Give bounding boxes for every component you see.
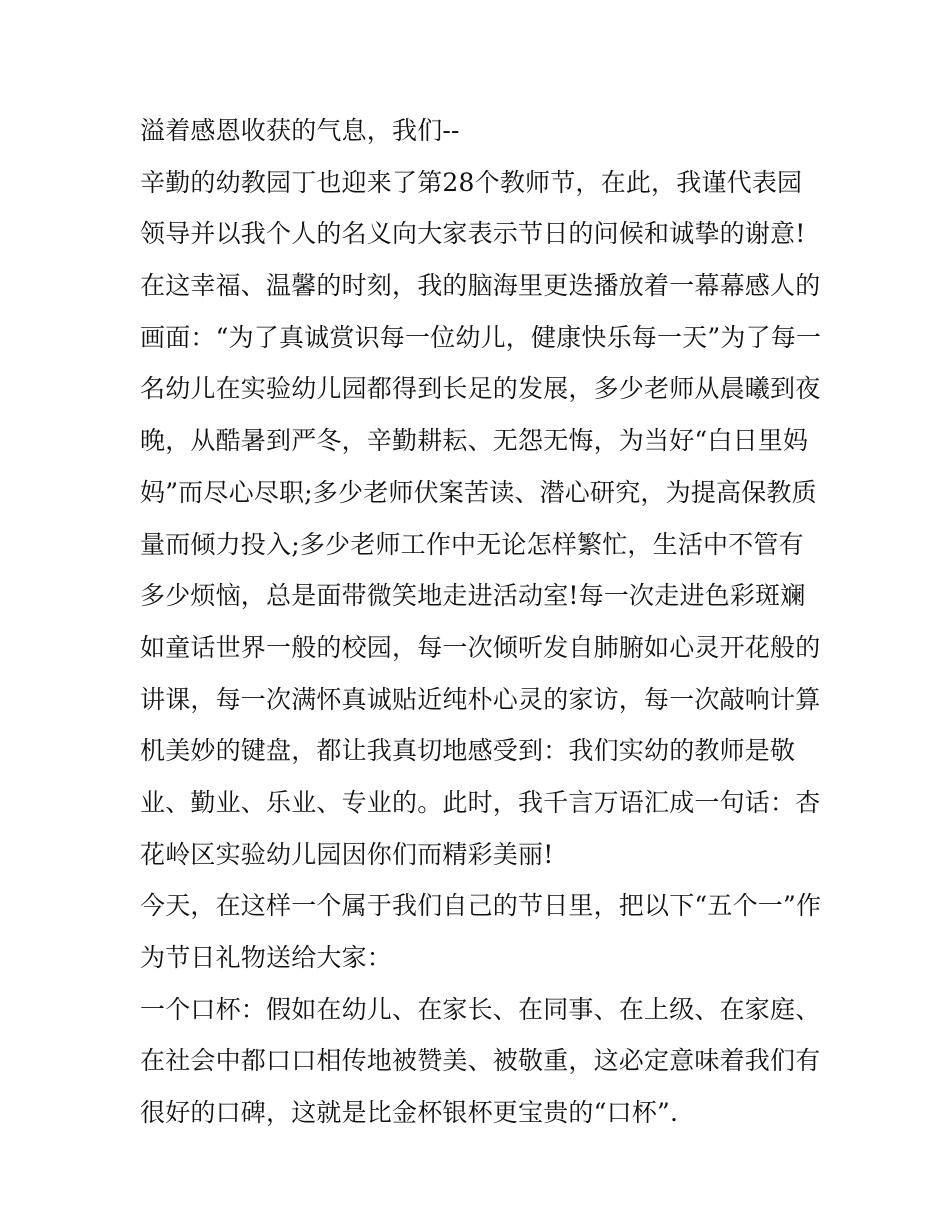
text-line: 如童话世界一般的校园，每一次倾听发自肺腑如心灵开花般的 <box>140 632 821 662</box>
text-line: 妈”而尽心尽职;多少老师伏案苦读、潜心研究，为提高保教质 <box>140 477 817 507</box>
text-line: 为节日礼物送给大家： <box>140 943 393 972</box>
text-line: 业、勤业、乐业、专业的。此时，我千言万语汇成一句话：杏 <box>140 787 821 817</box>
document-body <box>140 105 820 1139</box>
text-line: 一个口杯：假如在幼儿、在家长、在同事、在上级、在家庭、 <box>140 994 821 1024</box>
text-line: 今天，在这样一个属于我们自己的节日里，把以下“五个一”作 <box>140 891 822 921</box>
text-line: 很好的口碑，这就是比金杯银杯更宝贵的“口杯”. <box>140 1098 679 1128</box>
text-line: 领导并以我个人的名义向大家表示节日的问候和诚挚的谢意! <box>140 219 806 249</box>
text-line: 讲课，每一次满怀真诚贴近纯朴心灵的家访，每一次敲响计算 <box>140 684 821 714</box>
text-line: 在这幸福、温馨的时刻，我的脑海里更迭播放着一幕幕感人的 <box>140 271 821 301</box>
text-line: 机美妙的键盘，都让我真切地感受到：我们实幼的教师是敬 <box>140 736 796 766</box>
text-line: 名幼儿在实验幼儿园都得到长足的发展，多少老师从晨曦到夜 <box>140 374 821 404</box>
text-line: 量而倾力投入;多少老师工作中无论怎样繁忙，生活中不管有 <box>140 529 804 559</box>
text-line: 画面：“为了真诚赏识每一位幼儿，健康快乐每一天”为了每一 <box>140 322 822 352</box>
text-line: 多少烦恼，总是面带微笑地走进活动室!每一次走进色彩斑斓 <box>140 581 806 611</box>
text-line: 溢着感恩收获的气息，我们-- <box>140 116 460 145</box>
text-line: 晚，从酷暑到严冬，辛勤耕耘、无怨无悔，为当好“白日里妈 <box>140 426 809 456</box>
text-line: 花岭区实验幼儿园因你们而精彩美丽! <box>140 839 554 869</box>
text-line: 辛勤的幼教园丁也迎来了第28个教师节，在此，我谨代表园 <box>140 167 803 197</box>
text-line: 在社会中都口口相传地被赞美、被敬重，这必定意味着我们有 <box>140 1046 821 1076</box>
